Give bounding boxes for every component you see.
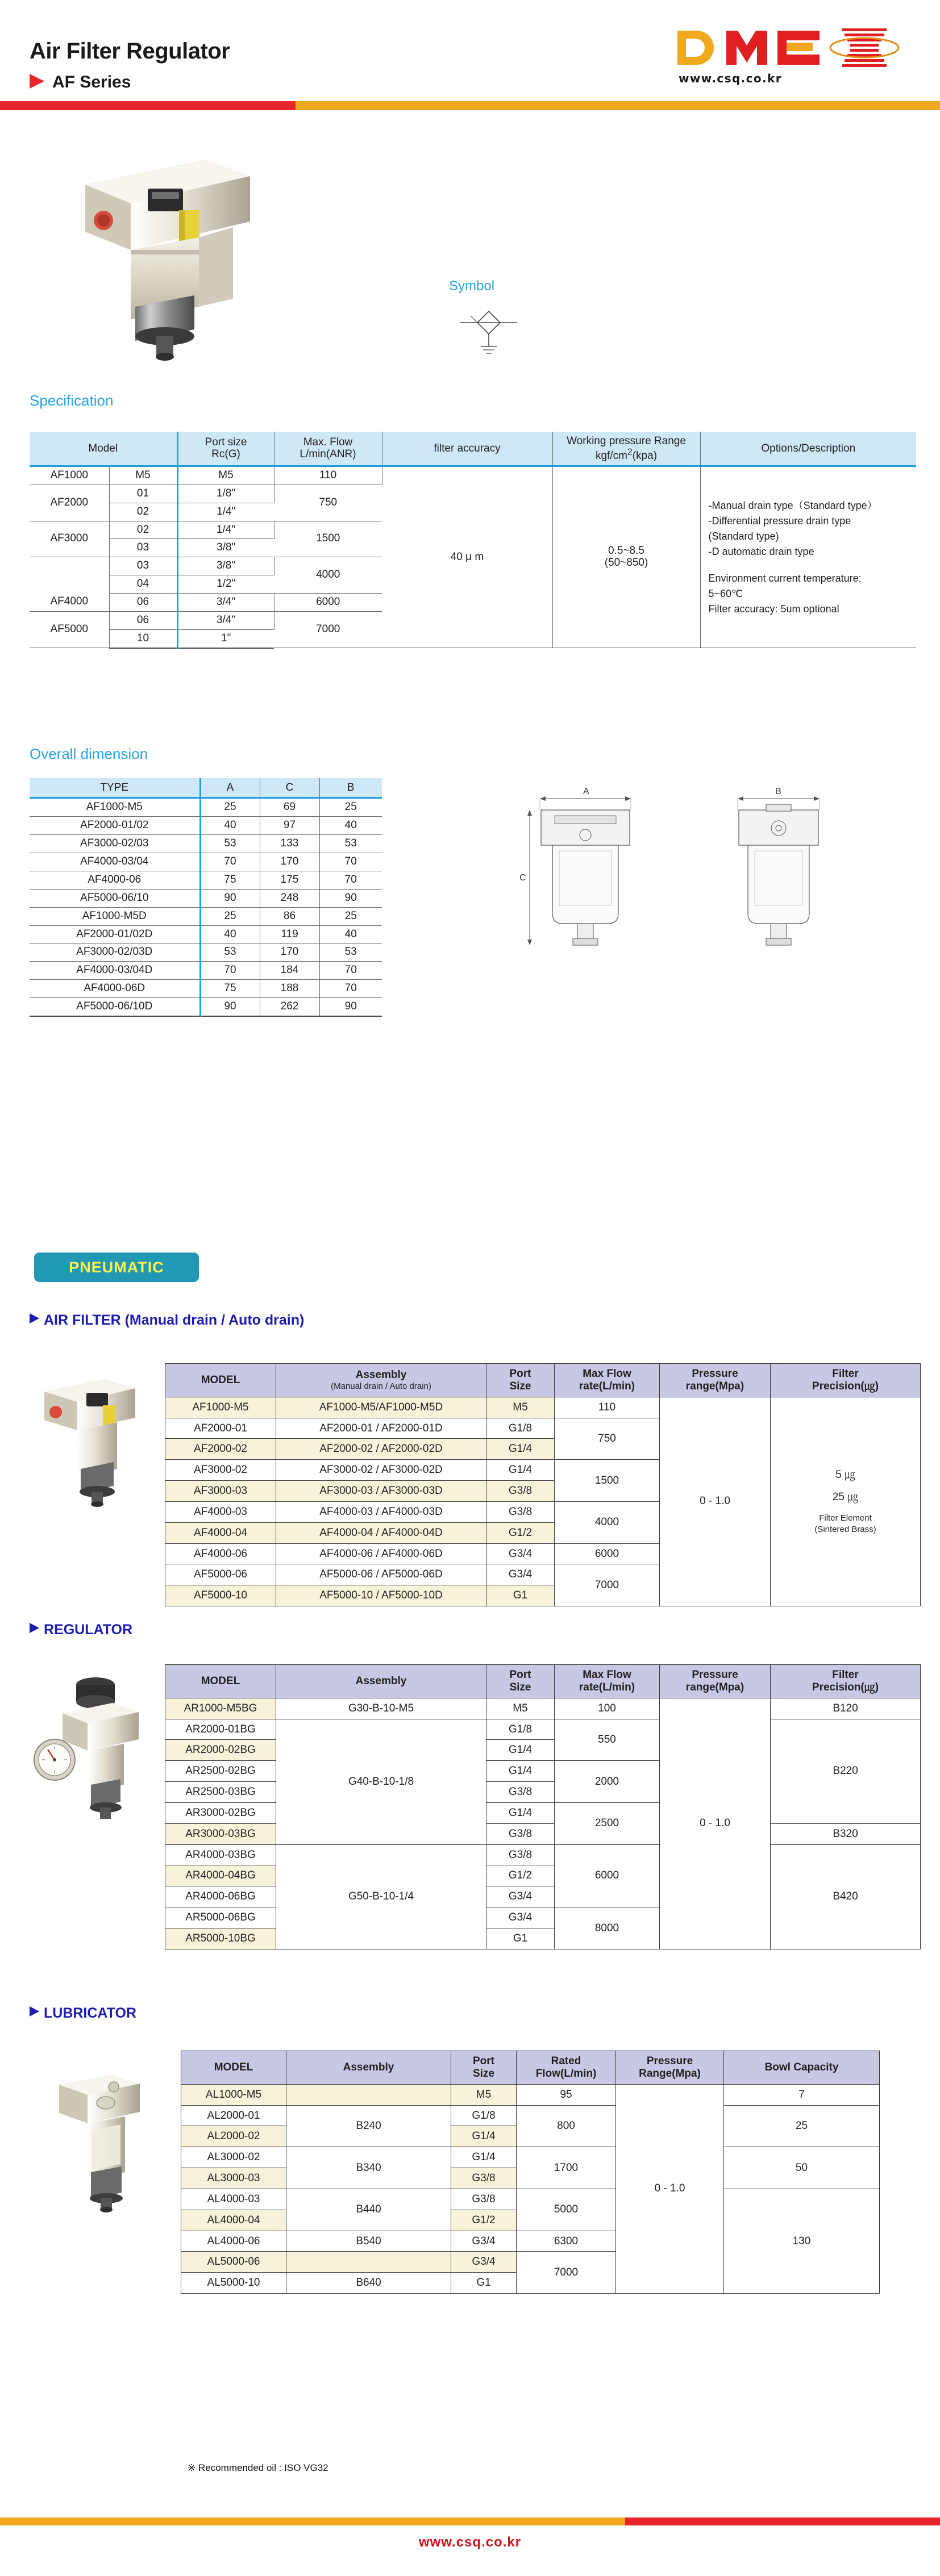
spec-model: AF1000 (30, 466, 109, 485)
af-port: G1/4 (486, 1460, 555, 1481)
table-row (30, 817, 382, 835)
ar-precision: B420 (771, 1844, 921, 1949)
dim-c: 86 (260, 907, 319, 925)
spec-code: 06 (109, 611, 177, 629)
af-prec-25um: 25 ㎍ (832, 1491, 859, 1504)
af-assembly: AF4000-03 / AF4000-03D (276, 1501, 486, 1522)
section-triangle-icon (30, 2006, 39, 2016)
footer-rule-red (625, 2517, 940, 2525)
af-assembly: AF3000-02 / AF3000-02D (276, 1460, 486, 1481)
footer-rule-gold (0, 2517, 625, 2525)
table-row (30, 798, 382, 817)
product-photo-regulator (27, 1664, 158, 1852)
spec-col-flow-sub: L/min(ANR) (300, 448, 356, 461)
spec-filter-accuracy: 40 μ m (382, 466, 552, 648)
af-prec-element: Filter Element (819, 1513, 872, 1523)
ar-assembly: G50-B-10-1/4 (276, 1844, 486, 1949)
dim-a: 53 (200, 835, 260, 853)
spec-col-accuracy: filter accuracy (434, 442, 501, 454)
lubricator-note: ※ Recommended oil : ISO VG32 (188, 2462, 328, 2473)
dim-c: 175 (260, 871, 319, 889)
spec-model: AF3000 (30, 521, 109, 557)
air-filter-section-heading: AIR FILTER (Manual drain / Auto drain) (30, 1312, 304, 1329)
af-flow: 7000 (555, 1564, 660, 1606)
al-assembly: B240 (286, 2105, 451, 2147)
specification-heading: Specification (30, 392, 114, 409)
al-flow: 1700 (517, 2147, 616, 2189)
spec-col-pressure-unit: kgf/$cm^2(kpa)$ (595, 447, 658, 462)
af-col-flow: Max Flow rate(L/min) (555, 1364, 660, 1397)
spec-port: 3/4" (177, 594, 274, 612)
af-port: M5 (486, 1397, 555, 1418)
ar-flow: 550 (555, 1719, 660, 1761)
af-flow: 110 (555, 1397, 660, 1418)
opt-line: 5~60℃ (708, 587, 743, 599)
af-pressure-range: 0 - 1.0 (660, 1397, 771, 1606)
spec-code: 03 (109, 557, 177, 575)
dim-label-a: A (583, 787, 589, 796)
table-row (30, 871, 382, 889)
al-bowl: 7 (724, 2084, 880, 2105)
footer-rule (0, 2517, 940, 2525)
dim-c: 97 (260, 817, 319, 835)
af-model: AF3000-02 (165, 1460, 276, 1481)
dim-c: 133 (260, 835, 319, 853)
af-port: G3/8 (486, 1481, 555, 1502)
al-bowl: 25 (724, 2105, 880, 2147)
table-row (165, 1719, 921, 1740)
spec-port: 1/4" (177, 503, 274, 521)
table-row (30, 925, 382, 943)
table-row (30, 907, 382, 925)
al-bowl: 50 (724, 2147, 880, 2189)
table-row (181, 2189, 880, 2210)
header-rule (0, 101, 940, 110)
ar-model: AR2000-02BG (165, 1740, 276, 1761)
af-assembly: AF5000-10 / AF5000-10D (276, 1585, 486, 1606)
header-rule-red (0, 101, 296, 110)
dim-type: AF4000-06 (30, 871, 200, 889)
red-triangle-icon (30, 74, 44, 89)
al-model: AL5000-06 (181, 2252, 286, 2273)
opt-line: -Differential pressure drain type (708, 515, 851, 527)
af-model: AF3000-03 (165, 1481, 276, 1502)
dim-b: 53 (319, 835, 382, 853)
af-flow: 750 (555, 1418, 660, 1460)
al-col-bowl: Bowl Capacity (724, 2051, 880, 2085)
dim-b: 70 (319, 871, 382, 889)
al-port: G1 (451, 2273, 517, 2294)
al-pressure-range: 0 - 1.0 (616, 2084, 724, 2293)
ar-model: AR1000-M5BG (165, 1698, 276, 1719)
af-port: G3/4 (486, 1543, 555, 1564)
header-rule-gold (296, 101, 940, 110)
dim-b: 25 (319, 798, 382, 817)
af-assembly: AF2000-01 / AF2000-01D (276, 1418, 486, 1439)
al-assembly (286, 2084, 451, 2105)
opt-line: (Standard type) (708, 530, 779, 542)
dim-c: 170 (260, 943, 319, 962)
ar-flow: 6000 (555, 1844, 660, 1907)
af-col-model: MODEL (165, 1364, 276, 1397)
spec-col-port: Port size (205, 436, 247, 449)
af-flow: 4000 (555, 1501, 660, 1543)
al-port: G1/2 (451, 2210, 517, 2231)
ar-model: AR2500-03BG (165, 1782, 276, 1803)
af-assembly: AF4000-06 / AF4000-06D (276, 1543, 486, 1564)
section-triangle-icon (30, 1313, 39, 1324)
af-flow: 1500 (555, 1460, 660, 1502)
dim-a: 90 (200, 889, 260, 907)
af-model: AF4000-06 (165, 1543, 276, 1564)
al-model: AL3000-03 (181, 2168, 286, 2189)
ar-port: G1/4 (486, 1802, 555, 1823)
dim-a: 40 (200, 817, 260, 835)
spec-model: AF2000 (30, 485, 109, 521)
dim-type: AF3000-02/03 (30, 835, 200, 853)
dim-col-b: B (319, 778, 382, 798)
ar-model: AR3000-03BG (165, 1823, 276, 1844)
ar-assembly: G40-B-10-1/8 (276, 1719, 486, 1844)
ar-model: AR2500-02BG (165, 1761, 276, 1782)
al-assembly: B640 (286, 2273, 451, 2294)
dim-b: 40 (319, 817, 382, 835)
dim-a: 25 (200, 907, 260, 925)
table-row (30, 853, 382, 871)
al-model: AL2000-01 (181, 2105, 286, 2126)
al-port: G1/4 (451, 2147, 517, 2168)
dim-type: AF1000-M5 (30, 798, 200, 817)
spec-flow: 6000 (274, 594, 382, 612)
al-model: AL1000-M5 (181, 2084, 286, 2105)
dim-c: 248 (260, 889, 319, 907)
specification-table (30, 432, 916, 649)
af-precision (771, 1397, 921, 1606)
dim-b: 53 (319, 943, 382, 962)
dme-logo-mark (672, 27, 916, 73)
table-row (30, 466, 916, 485)
ar-precision: B320 (771, 1823, 921, 1844)
af-port: G3/4 (486, 1564, 555, 1585)
af-model: AF2000-01 (165, 1418, 276, 1439)
product-photo-lubricator (33, 2051, 158, 2232)
regulator-table (165, 1664, 921, 1949)
spec-col-pressure: Working pressure Range (567, 435, 686, 447)
dme-logo (672, 27, 916, 93)
spec-working-pressure: 0.5~8.5 (50~850) (552, 466, 700, 648)
af-port: G3/8 (486, 1501, 555, 1522)
af-assembly: AF3000-03 / AF3000-03D (276, 1481, 486, 1502)
dim-a: 90 (200, 998, 260, 1016)
dim-a: 70 (200, 962, 260, 980)
al-model: AL2000-02 (181, 2126, 286, 2147)
al-assembly: B340 (286, 2147, 451, 2189)
al-flow: 7000 (517, 2252, 616, 2294)
ar-col-precision: Filter Precision(㎍) (771, 1665, 921, 1698)
dim-c: 184 (260, 962, 319, 980)
al-flow: 95 (517, 2084, 616, 2105)
ar-port: G1/4 (486, 1740, 555, 1761)
ar-col-model: MODEL (165, 1665, 276, 1698)
ar-flow: 2500 (555, 1802, 660, 1844)
spec-col-flow: Max. Flow (303, 436, 353, 449)
al-flow: 800 (517, 2105, 616, 2147)
dim-c: 188 (260, 980, 319, 998)
ar-col-flow: Max Flow rate(L/min) (555, 1665, 660, 1698)
af-assembly: AF4000-04 / AF4000-04D (276, 1522, 486, 1543)
ar-model: AR4000-06BG (165, 1886, 276, 1907)
af-model: AF4000-04 (165, 1522, 276, 1543)
af-col-port: Port Size (486, 1364, 555, 1397)
al-assembly: B540 (286, 2231, 451, 2252)
af-model: AF5000-10 (165, 1585, 276, 1606)
spec-model: AF5000 (30, 611, 109, 648)
af-col-pressure: Pressure range(Mpa) (660, 1364, 771, 1397)
ar-flow: 8000 (555, 1907, 660, 1949)
dim-type: AF4000-03/04 (30, 853, 200, 871)
dim-a: 75 (200, 871, 260, 889)
page-header (0, 0, 940, 114)
dim-b: 40 (319, 925, 382, 943)
spec-flow: 1500 (274, 521, 382, 557)
af-prec-material: (Sintered Brass) (814, 1525, 876, 1535)
spec-code: 01 (109, 485, 177, 503)
spec-port: 1/8" (177, 485, 274, 503)
table-row (30, 889, 382, 907)
af-model: AF2000-02 (165, 1439, 276, 1460)
dim-label-c: C (519, 873, 526, 883)
opt-line: Filter accuracy: 5um optional (708, 603, 839, 615)
ar-port: G1/8 (486, 1719, 555, 1740)
al-port: G3/8 (451, 2189, 517, 2210)
spec-port: 3/4" (177, 611, 274, 629)
lubricator-table (181, 2051, 880, 2294)
spec-model: AF4000 (30, 557, 109, 612)
symbol-label: Symbol (449, 278, 495, 294)
spec-port: 1/2" (177, 575, 274, 594)
table-row (30, 998, 382, 1016)
ar-port: G1 (486, 1928, 555, 1949)
af-col-assembly: Assembly (Manual drain / Auto drain) (276, 1364, 486, 1397)
af-prec-5um: 5 ㎍ (835, 1468, 855, 1481)
dim-type: AF4000-06D (30, 980, 200, 998)
ar-port: G3/8 (486, 1823, 555, 1844)
table-row (165, 1844, 921, 1865)
dim-a: 40 (200, 925, 260, 943)
ar-port: G1/2 (486, 1865, 555, 1886)
dim-type: AF2000-01/02 (30, 817, 200, 835)
dim-b: 70 (319, 853, 382, 871)
dim-type: AF3000-02/03D (30, 943, 200, 962)
dim-b: 70 (319, 962, 382, 980)
al-port: G1/4 (451, 2126, 517, 2147)
dim-a: 75 (200, 980, 260, 998)
opt-line: -Manual drain type（Standard type） (708, 499, 877, 511)
dim-type: AF5000-06/10D (30, 998, 200, 1016)
dimension-drawing-side (693, 784, 864, 983)
spec-port: 3/8" (177, 557, 274, 575)
al-assembly: B440 (286, 2189, 451, 2231)
logo-url-text: www.csq.co.kr (679, 72, 782, 85)
dim-type: AF4000-03/04D (30, 962, 200, 980)
dim-col-a: A (200, 778, 260, 798)
dim-b: 90 (319, 998, 382, 1016)
af-port: G1/8 (486, 1418, 555, 1439)
dim-c: 170 (260, 853, 319, 871)
spec-col-options: Options/Description (761, 442, 856, 454)
af-model: AF4000-03 (165, 1501, 276, 1522)
dim-label-b: B (775, 787, 781, 796)
dimension-drawing-front (500, 784, 671, 983)
ar-precision: B220 (771, 1719, 921, 1823)
ar-col-port: Port Size (486, 1665, 555, 1698)
al-col-assembly: Assembly (286, 2051, 451, 2085)
spec-code: 06 (109, 594, 177, 612)
symbol-diagram (455, 301, 523, 364)
table-row (30, 962, 382, 980)
spec-port: 3/8" (177, 539, 274, 557)
overall-dimension-table (30, 778, 382, 1017)
al-port: G3/8 (451, 2168, 517, 2189)
ar-port: G3/4 (486, 1886, 555, 1907)
spec-flow: 4000 (274, 557, 382, 594)
ar-model: AR5000-10BG (165, 1928, 276, 1949)
ar-col-assembly: Assembly (276, 1665, 486, 1698)
dim-col-type: TYPE (30, 778, 200, 798)
af-port: G1/4 (486, 1439, 555, 1460)
spec-port: M5 (177, 466, 274, 485)
spec-col-model: Model (88, 442, 118, 454)
section-triangle-icon (30, 1623, 39, 1633)
af-assembly: AF2000-02 / AF2000-02D (276, 1439, 486, 1460)
al-port: M5 (451, 2084, 517, 2105)
product-photo-air-filter (27, 1363, 158, 1528)
al-model: AL5000-10 (181, 2273, 286, 2294)
dim-type: AF1000-M5D (30, 907, 200, 925)
al-flow: 6300 (517, 2231, 616, 2252)
table-row (181, 2084, 880, 2105)
al-model: AL4000-03 (181, 2189, 286, 2210)
spec-flow: 7000 (274, 611, 382, 648)
ar-model: AR4000-04BG (165, 1865, 276, 1886)
al-col-pressure: Pressure Range(Mpa) (616, 2051, 724, 2085)
product-photo-air-filter-regulator (63, 136, 347, 375)
ar-flow: 2000 (555, 1761, 660, 1803)
dim-b: 70 (319, 980, 382, 998)
spec-code: 02 (109, 503, 177, 521)
spec-flow: 750 (274, 485, 382, 521)
ar-port: G3/8 (486, 1782, 555, 1803)
dim-a: 25 (200, 798, 260, 817)
spec-code: M5 (109, 466, 177, 485)
ar-precision: B120 (771, 1698, 921, 1719)
af-port: G1 (486, 1585, 555, 1606)
ar-flow: 100 (555, 1698, 660, 1719)
al-model: AL4000-06 (181, 2231, 286, 2252)
af-port: G1/2 (486, 1522, 555, 1543)
overall-dimension-heading: Overall dimension (30, 745, 148, 762)
table-row (181, 2105, 880, 2126)
dim-c: 69 (260, 798, 319, 817)
spec-port: 1/4" (177, 521, 274, 539)
spec-code: 10 (109, 629, 177, 648)
al-col-model: MODEL (181, 2051, 286, 2085)
ar-port: M5 (486, 1698, 555, 1719)
pneumatic-tag: PNEUMATIC (34, 1252, 199, 1282)
opt-line: Environment current temperature: (708, 572, 862, 584)
opt-line: -D automatic drain type (708, 545, 814, 557)
al-col-port: Port Size (451, 2051, 517, 2085)
dim-c: 262 (260, 998, 319, 1016)
ar-model: AR2000-01BG (165, 1719, 276, 1740)
table-row (165, 1698, 921, 1719)
ar-model: AR3000-02BG (165, 1802, 276, 1823)
al-port: G3/4 (451, 2252, 517, 2273)
af-assembly: AF5000-06 / AF5000-06D (276, 1564, 486, 1585)
ar-model: AR5000-06BG (165, 1907, 276, 1928)
regulator-section-heading: REGULATOR (30, 1622, 132, 1638)
table-row (30, 835, 382, 853)
dim-b: 25 (319, 907, 382, 925)
spec-code: 02 (109, 521, 177, 539)
spec-port: 1" (177, 629, 274, 648)
table-row (181, 2147, 880, 2168)
dim-type: AF2000-01/02D (30, 925, 200, 943)
af-flow: 6000 (555, 1543, 660, 1564)
spec-options-description (700, 466, 916, 648)
dim-b: 90 (319, 889, 382, 907)
al-port: G3/4 (451, 2231, 517, 2252)
al-model: AL4000-04 (181, 2210, 286, 2231)
lubricator-section-heading: LUBRICATOR (30, 2005, 136, 2022)
ar-pressure-range: 0 - 1.0 (660, 1698, 771, 1949)
dim-type: AF5000-06/10 (30, 889, 200, 907)
ar-port: G1/4 (486, 1761, 555, 1782)
af-col-precision: Filter Precision(㎍) (771, 1364, 921, 1397)
table-row (30, 980, 382, 998)
af-model: AF1000-M5 (165, 1397, 276, 1418)
spec-col-port-sub: Rc(G) (211, 448, 240, 461)
ar-assembly: G30-B-10-M5 (276, 1698, 486, 1719)
ar-port: G3/8 (486, 1844, 555, 1865)
spec-code: 04 (109, 575, 177, 594)
al-assembly (286, 2252, 451, 2273)
dim-a: 53 (200, 943, 260, 962)
al-flow: 5000 (517, 2189, 616, 2231)
ar-model: AR4000-03BG (165, 1844, 276, 1865)
al-port: G1/8 (451, 2105, 517, 2126)
spec-flow: 110 (274, 466, 382, 485)
al-bowl: 130 (724, 2189, 880, 2293)
al-col-flow: Rated Flow(L/min) (517, 2051, 616, 2085)
af-model: AF5000-06 (165, 1564, 276, 1585)
table-row (30, 943, 382, 962)
dim-c: 119 (260, 925, 319, 943)
al-model: AL3000-02 (181, 2147, 286, 2168)
dim-col-c: C (260, 778, 319, 798)
page-title: Air Filter Regulator (30, 39, 230, 64)
af-assembly: AF1000-M5/AF1000-M5D (276, 1397, 486, 1418)
page-subtitle: AF Series (52, 73, 131, 91)
air-filter-table (165, 1363, 921, 1606)
footer-url: www.csq.co.kr (418, 2535, 522, 2550)
spec-code: 03 (109, 539, 177, 557)
ar-port: G3/4 (486, 1907, 555, 1928)
dim-a: 70 (200, 853, 260, 871)
ar-col-pressure: Pressure range(Mpa) (660, 1665, 771, 1698)
table-row (165, 1397, 921, 1418)
